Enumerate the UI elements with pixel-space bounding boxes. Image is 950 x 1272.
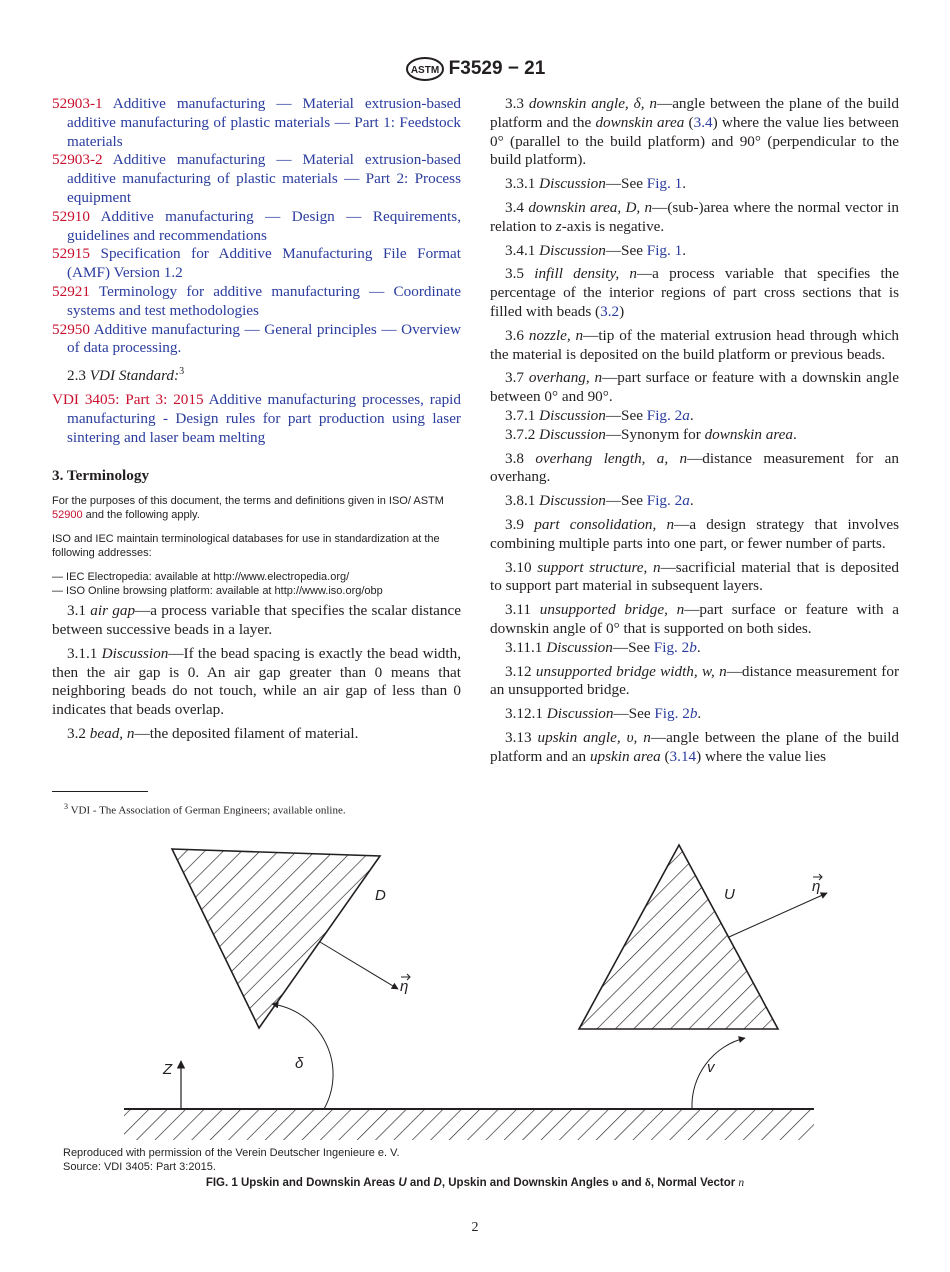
- reference-title-link[interactable]: Specification for Additive Manufacturing File Format (AMF) Version 1.2: [67, 245, 461, 282]
- reference-entry: [52, 283, 461, 321]
- term-3-11-1: 3.11.1 Discussion—See Fig. 2b.: [505, 638, 701, 656]
- fig-2a-link[interactable]: Fig. 2a: [646, 492, 690, 510]
- footnote-mark: 3: [179, 366, 185, 378]
- fig-2b-link[interactable]: Fig. 2b: [653, 638, 697, 656]
- reference-number-link[interactable]: 52910: [52, 207, 90, 225]
- vdi-reference-entry: [52, 391, 461, 447]
- right-column: [490, 95, 899, 772]
- reference-entry: [52, 245, 461, 283]
- term-3-9: 3.9 part consolidation, n—a design strategy that involves combining multiple parts into one part, or fewer number of parts.: [490, 515, 899, 552]
- vdi-number-link[interactable]: VDI 3405: Part 3: 2015: [52, 391, 204, 409]
- label-upskin-angle: v: [707, 1059, 715, 1076]
- page-header: [0, 56, 950, 82]
- term-3-13: 3.13 upskin angle, υ, n—angle between the plane of the build platform and an upskin area (3.14) where the value lies: [490, 728, 900, 765]
- term-3-4-1: 3.4.1 Discussion—See Fig. 1.: [505, 241, 687, 259]
- term-3-7-1: 3.7.1 Discussion—See Fig. 2a.: [505, 406, 694, 424]
- figure-1-diagram: [52, 838, 902, 1143]
- reference-number-link[interactable]: 52921: [52, 282, 90, 300]
- term-3-3: 3.3 downskin angle, δ, n—angle between the plane of the build platform and the downskin area (3.4) where the value lies between 0° (parallel to the build platform) and 90° (perpendicular to the build platform).: [490, 95, 899, 169]
- iec-electropedia: — IEC Electropedia: available at http://www.electropedia.org/: [52, 571, 350, 584]
- fig-1-link[interactable]: Fig. 1: [646, 175, 683, 193]
- reference-entry: [52, 208, 461, 246]
- fig-2a-link[interactable]: Fig. 2a: [646, 406, 690, 424]
- link-3-2[interactable]: 3.2: [600, 302, 620, 320]
- link-3-14[interactable]: 3.14: [669, 747, 697, 765]
- reference-title-link[interactable]: Additive manufacturing — Material extrusion-based additive manufacturing of plastic materials — Part 2: Process equipment: [67, 151, 461, 206]
- downskin-normal-vector: [320, 942, 398, 989]
- upskin-normal-vector: [729, 893, 827, 937]
- label-downskin-angle: δ: [295, 1055, 304, 1072]
- database-note: ISO and IEC maintain terminological databases for use in standardization at the following addresses:: [52, 533, 440, 560]
- term-3-8: 3.8 overhang length, a, n—distance measurement for an overhang.: [490, 449, 899, 486]
- page-number: 2: [471, 1220, 479, 1235]
- term-3-5: 3.5 infill density, n—a process variable that specifies the percentage of the interior regions of part cross sections that is filled with beads (3.2): [490, 265, 900, 320]
- vdi-title-link[interactable]: Additive manufacturing processes, rapid manufacturing - Design rules for part production using laser sintering and laser beam melting: [67, 391, 461, 446]
- label-upskin-area: U: [724, 886, 735, 903]
- upskin-area-triangle: [579, 845, 778, 1029]
- left-column: [52, 95, 461, 749]
- normal-vector-symbol: n: [738, 1177, 745, 1189]
- document-designation: F3529 − 21: [448, 58, 546, 79]
- reference-entry: [52, 95, 461, 151]
- build-platform: [124, 1109, 814, 1140]
- database-list: [52, 570, 461, 598]
- term-3-8-1: 3.8.1 Discussion—See Fig. 2a.: [505, 492, 694, 510]
- terminology-note: For the purposes of this document, the terms and definitions given in ISO/ ASTM 52900 and the following apply.: [52, 495, 444, 522]
- term-3-1-1: 3.1.1 Discussion—If the bead spacing is exactly the bead width, then the air gap is 0. An air gap greater than 0 means that neighboring beads do not touch, while an air gap of less than 0 indicates that beads overlap.: [52, 644, 462, 719]
- footnote: $^3$ VDI - The Association of German Engineers; available online.: [64, 802, 346, 817]
- vdi-standard-heading: 2.3 VDI Standard:$^3$: [67, 366, 185, 385]
- logo-text: ASTM: [410, 65, 439, 76]
- term-3-1: 3.1 air gap—a process variable that specifies the scalar distance between successive beads in a layer.: [52, 602, 461, 638]
- term-3-12: 3.12 unsupported bridge width, w, n—distance measurement for an unsupported bridge.: [490, 662, 899, 699]
- fig-2b-link[interactable]: Fig. 2b: [654, 705, 698, 723]
- term-3-3-1: 3.3.1 Discussion—See Fig. 1.: [505, 175, 687, 193]
- term-3-7: 3.7 overhang, n—part surface or feature with a downskin angle between 0° and 90°.: [490, 369, 899, 406]
- reference-title-link[interactable]: Additive manufacturing — Design — Requirements, guidelines and recommendations: [67, 207, 461, 244]
- astm-logo-icon: [405, 56, 445, 82]
- term-3-10: 3.10 support structure, n—sacrificial material that is deposited to support part material in subsequent layers.: [490, 558, 899, 595]
- downskin-area-triangle: [172, 849, 380, 1028]
- figure-caption: FIG. 1 Upskin and Downskin Areas U and D, Upskin and Downskin Angles υ and δ, Normal Vector n: [205, 1177, 745, 1189]
- term-3-11: 3.11 unsupported bridge, n—part surface or feature with a downskin angle of 0° that is supported on both sides.: [490, 601, 900, 637]
- footnote-divider: [52, 791, 148, 792]
- term-3-12-1: 3.12.1 Discussion—See Fig. 2b.: [505, 705, 702, 723]
- reference-title-link[interactable]: Terminology for additive manufacturing — Coordinate systems and test methodologies: [67, 282, 461, 319]
- reference-number-link[interactable]: 52950: [52, 320, 90, 338]
- reference-number-link[interactable]: 52903-2: [52, 151, 103, 169]
- label-z-axis: Z: [163, 1061, 173, 1078]
- reference-entry: [52, 321, 461, 359]
- section-heading-terminology: 3. Terminology: [52, 467, 150, 485]
- link-3-4[interactable]: 3.4: [693, 113, 713, 131]
- reference-list: [52, 95, 461, 358]
- iso-52900-link[interactable]: 52900: [52, 509, 83, 522]
- iso-obp: — ISO Online browsing platform: available at http://www.iso.org/obp: [52, 585, 383, 598]
- fig-1-link[interactable]: Fig. 1: [646, 241, 683, 259]
- term-3-4: 3.4 downskin area, D, n—(sub-)area where the normal vector in relation to z-axis is negative.: [490, 198, 899, 235]
- reference-number-link[interactable]: 52903-1: [52, 95, 103, 112]
- upskin-angle-arc: [692, 1038, 745, 1109]
- term-3-6: 3.6 nozzle, n—tip of the material extrusion head through which the material is deposited on the build platform or previous beads.: [490, 326, 900, 363]
- label-normal-vector-downskin: η: [400, 978, 409, 995]
- term-3-7-2: 3.7.2 Discussion—Synonym for downskin area.: [505, 425, 797, 443]
- label-downskin-area: D: [375, 887, 386, 904]
- label-normal-vector-upskin: η: [812, 878, 821, 895]
- reference-entry: [52, 151, 461, 207]
- reference-title-link[interactable]: Additive manufacturing — Material extrusion-based additive manufacturing of plastic materials — Part 1: Feedstock materials: [67, 95, 461, 150]
- reference-number-link[interactable]: 52915: [52, 245, 90, 263]
- term-3-2: 3.2 bead, n—the deposited filament of material.: [67, 724, 359, 742]
- vector-accent-icon: [401, 874, 822, 980]
- reference-title-link[interactable]: Additive manufacturing — General principles — Overview of data processing.: [67, 320, 461, 357]
- figure-credit: Reproduced with permission of the Verein Deutscher Ingenieure e. V. Source: VDI 3405: Part 3:2015.: [63, 1147, 400, 1173]
